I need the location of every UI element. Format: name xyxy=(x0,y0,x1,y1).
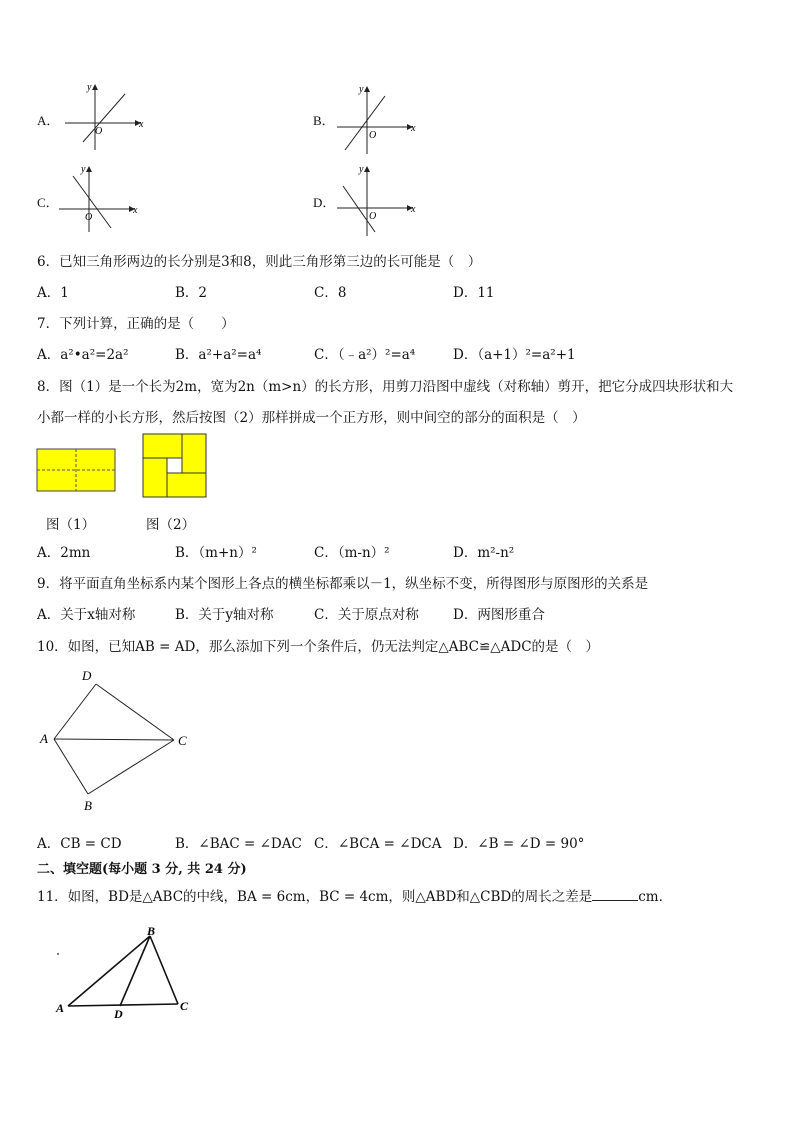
q7-option-c: C．（﹣a²）²=a⁴ xyxy=(314,347,416,363)
q6-stem: 6．已知三角形两边的长分别是3和8，则此三角形第三边的长可能是（ ） xyxy=(37,254,482,270)
q5-option-b xyxy=(313,80,423,155)
q6-option-d: D．11 xyxy=(453,285,495,301)
q5-graph-a xyxy=(65,80,145,150)
q10-point-b: B xyxy=(84,798,92,813)
q8-option-c: C．（m-n）² xyxy=(314,545,390,561)
q10-point-a: A xyxy=(40,731,48,746)
q11-figure xyxy=(40,920,200,1025)
q11-point-d: D xyxy=(114,1007,123,1021)
q11-point-b: B xyxy=(147,924,156,938)
q5-d-y: y xyxy=(359,164,364,175)
q5-option-a-label: A． xyxy=(37,113,60,128)
q5-d-o: O xyxy=(369,211,377,222)
q5-graph-c xyxy=(59,162,139,232)
q5-c-y: y xyxy=(81,164,86,175)
q10-option-b: B．∠BAC = ∠DAC xyxy=(175,836,302,852)
q11-point-a: A xyxy=(56,1001,65,1015)
q8-figure-1-caption: 图（1） xyxy=(46,517,96,533)
q5-b-x: x xyxy=(411,123,416,134)
q5-a-o: O xyxy=(95,126,103,137)
q5-option-a xyxy=(37,80,147,150)
q8-option-d: D．m²-n² xyxy=(453,545,515,561)
q8-stem-line2: 小都一样的小长方形，然后按图（2）那样拼成一个正方形，则中间空的部分的面积是（ ） xyxy=(37,410,586,426)
q5-option-c xyxy=(37,162,147,232)
q6-option-c: C．8 xyxy=(314,285,347,301)
q5-option-d xyxy=(313,162,423,237)
q5-b-o: O xyxy=(369,130,377,141)
q5-d-x: x xyxy=(411,204,416,215)
q5-option-c-label: C． xyxy=(37,195,59,210)
q9-option-c: C．关于原点对称 xyxy=(314,607,419,623)
q5-option-d-label: D． xyxy=(313,195,336,210)
q10-figure xyxy=(36,664,196,814)
q5-graph-d xyxy=(337,162,417,237)
q11-stem xyxy=(37,885,672,905)
q5-option-b-label: B． xyxy=(313,113,335,128)
q11-stem-unit: cm． xyxy=(638,889,673,905)
q8-stem-line1: 8．图（1）是一个长为2m，宽为2n（m>n）的长方形，用剪刀沿图中虚线（对称轴）剪开，把它分成四块形状和大 xyxy=(37,379,734,395)
q11-stem-text: 11．如图，BD是△ABC的中线，BA = 6cm，BC = 4cm，则△ABD和△CBD的周长之差是 xyxy=(37,889,593,905)
q7-stem: 7．下列计算，正确的是（ ） xyxy=(37,316,235,332)
q11-answer-blank[interactable] xyxy=(592,888,638,901)
q5-c-o: O xyxy=(85,212,93,223)
q10-point-c: C xyxy=(178,733,187,748)
q9-option-b: B．关于y轴对称 xyxy=(175,607,274,623)
q7-option-d: D．（a+1）²=a²+1 xyxy=(453,347,576,363)
q10-option-c: C．∠BCA = ∠DCA xyxy=(314,836,442,852)
q6-option-a: A．1 xyxy=(37,285,69,301)
q9-stem: 9．将平面直角坐标系内某个图形上各点的横坐标都乘以－1，纵坐标不变，所得图形与原图形的关系是 xyxy=(37,576,649,592)
q7-option-b: B．a²+a²=a⁴ xyxy=(175,347,262,363)
q5-b-y: y xyxy=(359,84,364,95)
q8-figure-2 xyxy=(142,433,208,499)
q9-option-d: D．两图形重合 xyxy=(453,607,545,623)
q8-figure-1 xyxy=(36,448,118,494)
q8-option-a: A．2mn xyxy=(37,545,91,561)
q9-option-a: A．关于x轴对称 xyxy=(37,607,136,623)
q5-graph-b xyxy=(337,80,417,155)
section-2-title: 二、填空题(每小题 3 分, 共 24 分) xyxy=(37,862,247,877)
q10-option-d: D．∠B = ∠D = 90° xyxy=(453,836,585,852)
q8-option-b: B．（m+n）² xyxy=(175,545,257,561)
q6-option-b: B．2 xyxy=(175,285,208,301)
q10-stem: 10．如图，已知AB = AD，那么添加下列一个条件后，仍无法判定△ABC≌△ADC的是（ ） xyxy=(37,639,600,655)
q5-c-x: x xyxy=(133,205,138,216)
q5-a-x: x xyxy=(139,119,144,130)
q10-point-d: D xyxy=(82,668,92,683)
q8-figure-2-caption: 图（2） xyxy=(146,517,196,533)
q10-option-a: A．CB = CD xyxy=(37,836,122,852)
q7-option-a: A．a²•a²=2a² xyxy=(37,347,129,363)
q5-a-y: y xyxy=(87,82,92,93)
q11-point-c: C xyxy=(180,999,189,1013)
